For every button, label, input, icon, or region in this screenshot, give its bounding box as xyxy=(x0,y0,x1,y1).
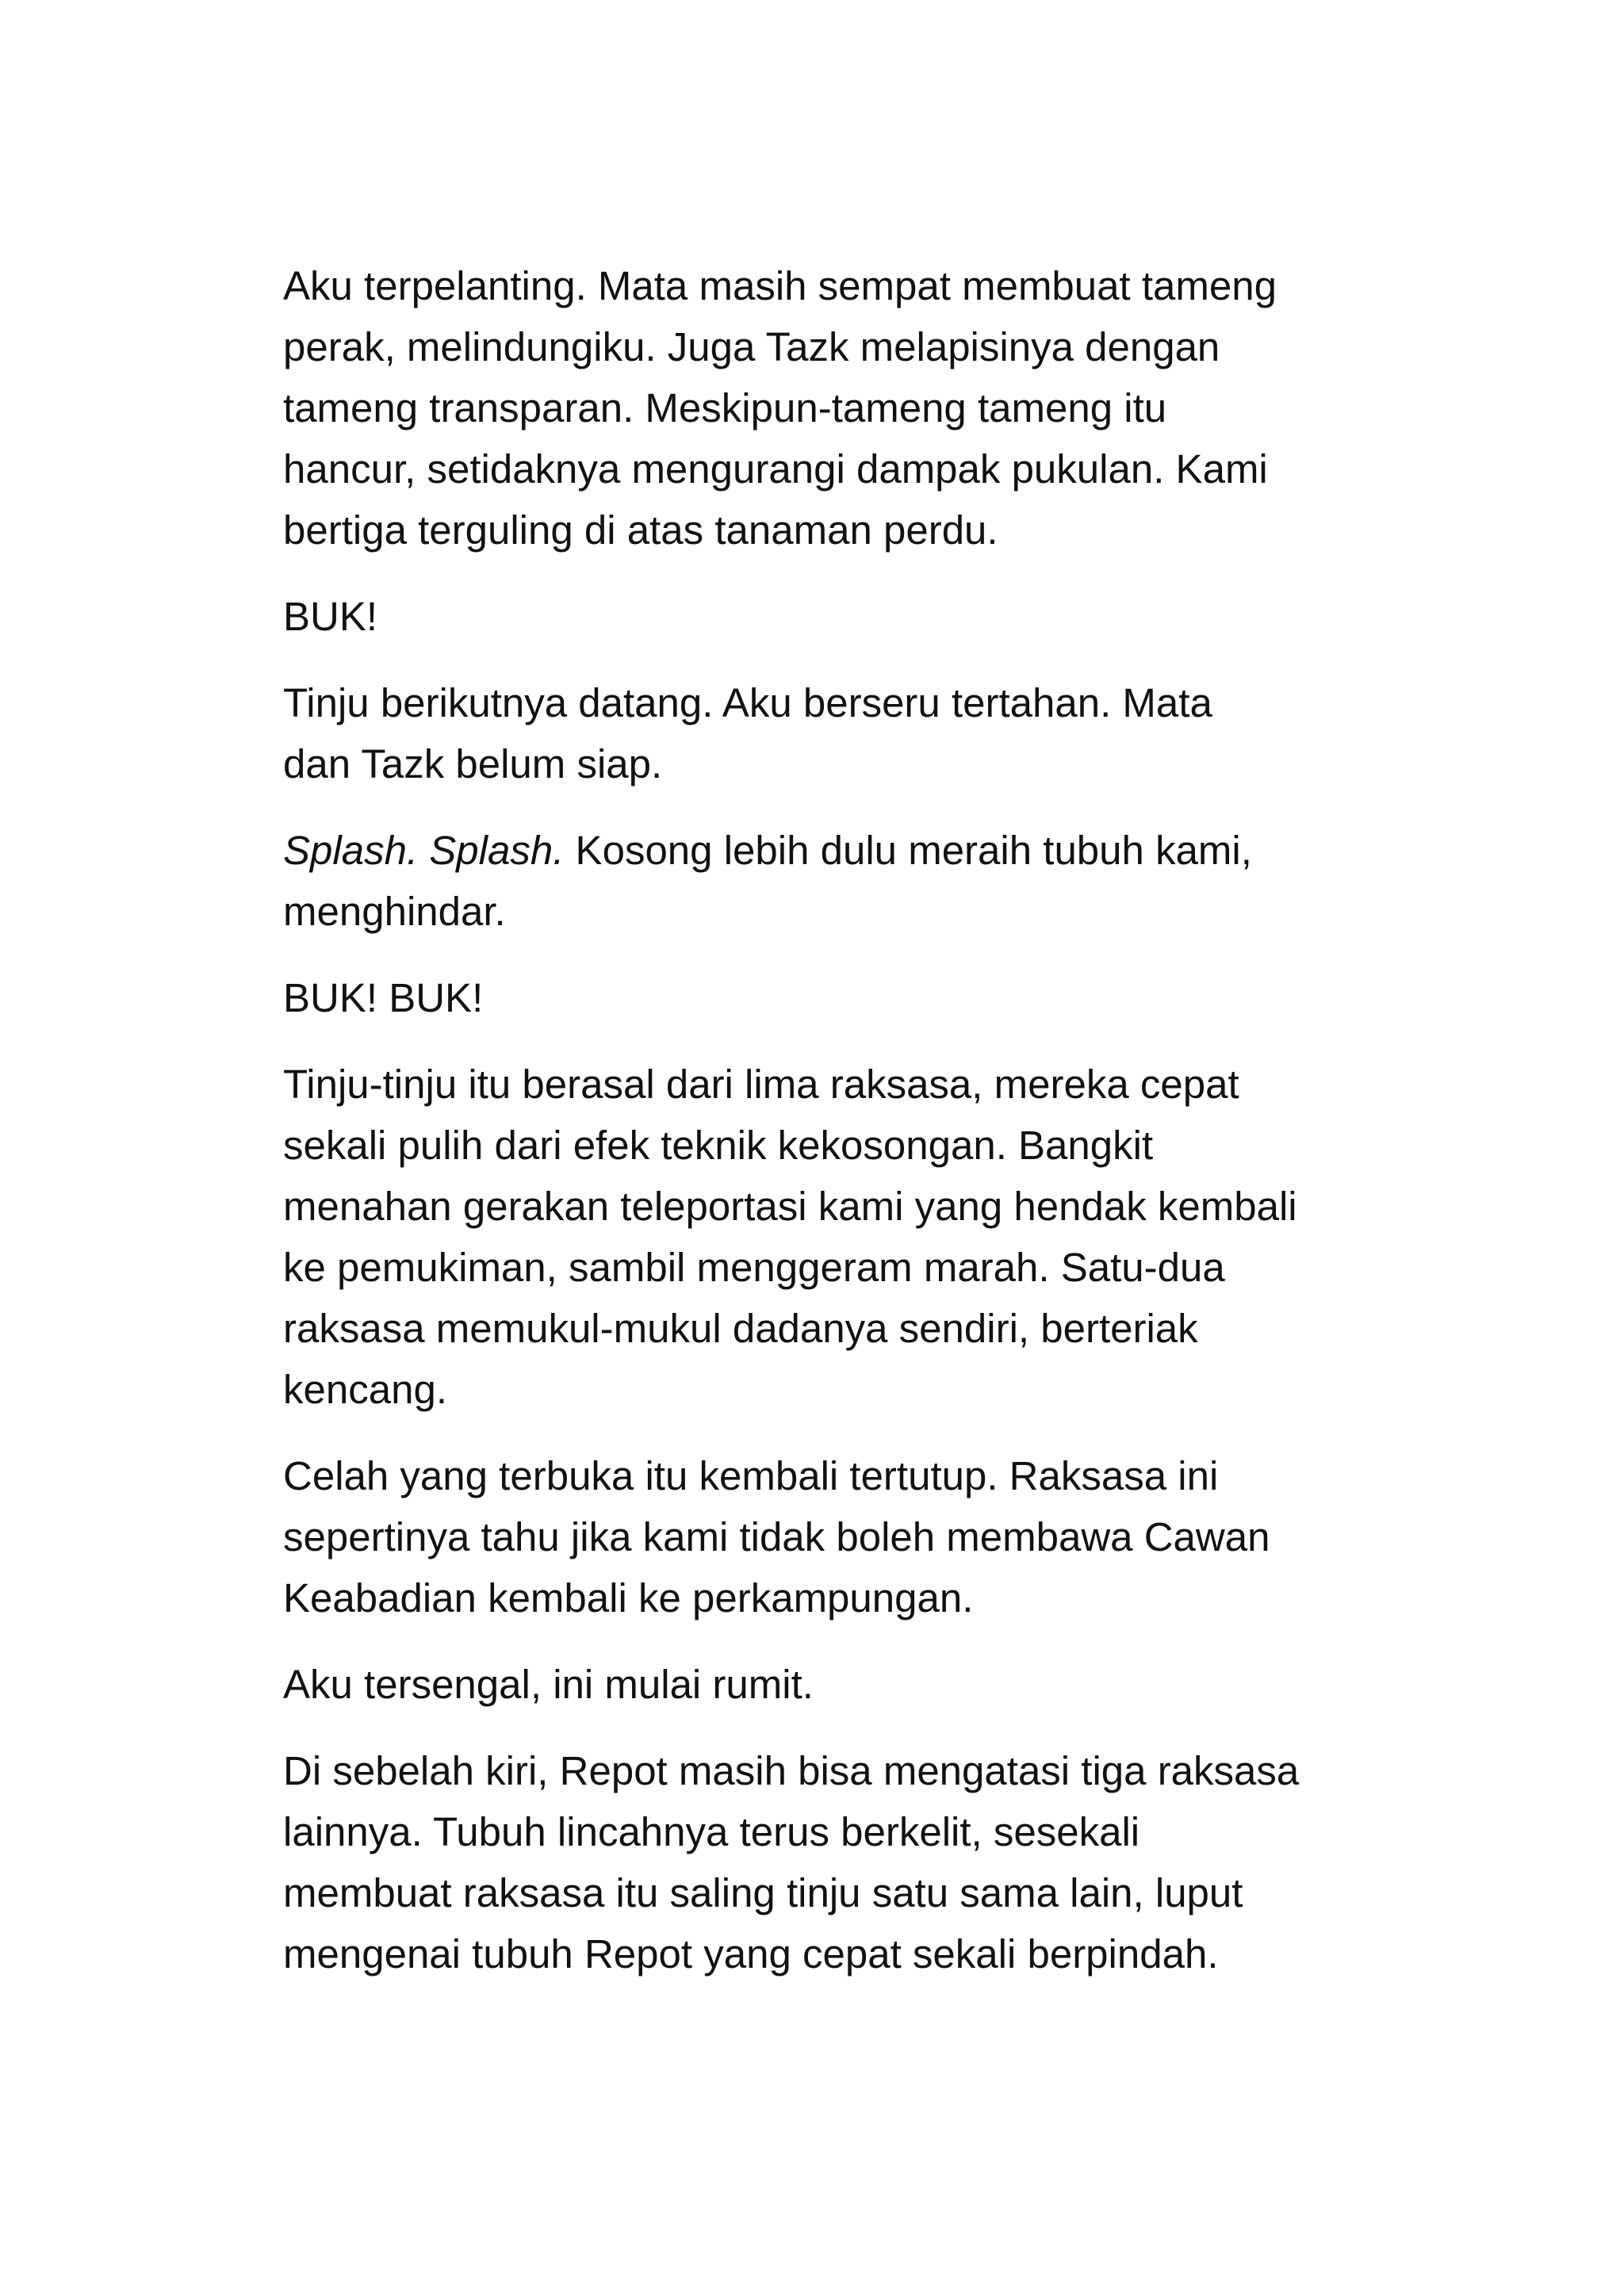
text-line: BUK! BUK! xyxy=(283,975,484,1020)
text-line: BUK! xyxy=(283,594,378,639)
paragraph-8 xyxy=(283,1654,1373,1715)
text-line xyxy=(283,820,1373,881)
text-line: lainnya. Tubuh lincahnya terus berkelit, sesekali xyxy=(283,1809,1140,1854)
paragraph-7 xyxy=(283,1445,1373,1628)
text-line: Tinju berikutnya datang. Aku berseru tertahan. Mata xyxy=(283,680,1212,725)
text-line: Tinju-tinju itu berasal dari lima raksasa, mereka cepat xyxy=(283,1062,1239,1107)
text-line: menahan gerakan teleportasi kami yang hendak kembali xyxy=(283,1184,1297,1229)
text-line: Celah yang terbuka itu kembali tertutup. Raksasa ini xyxy=(283,1453,1219,1498)
text-line: Aku tersengal, ini mulai rumit. xyxy=(283,1662,814,1707)
text-line: hancur, setidaknya mengurangi dampak pukulan. Kami xyxy=(283,446,1268,492)
text-line: tameng transparan. Meskipun-tameng tameng itu xyxy=(283,385,1167,430)
text-line: ke pemukiman, sambil menggeram marah. Satu-dua xyxy=(283,1245,1225,1290)
paragraph-6 xyxy=(283,1054,1373,1420)
text-line: Di sebelah kiri, Repot masih bisa mengatasi tiga raksasa xyxy=(283,1748,1300,1793)
paragraph-9 xyxy=(283,1740,1373,1984)
text-line: mengenai tubuh Repot yang cepat sekali berpindah. xyxy=(283,1931,1219,1976)
paragraph-4 xyxy=(283,820,1373,942)
text-line: raksasa memukul-mukul dadanya sendiri, berteriak xyxy=(283,1306,1198,1351)
paragraph-2 xyxy=(283,586,1373,647)
text-line: menghindar. xyxy=(283,889,506,934)
text-line: bertiga terguling di atas tanaman perdu. xyxy=(283,507,998,553)
text-line: membuat raksasa itu saling tinju satu sama lain, luput xyxy=(283,1870,1243,1915)
paragraph-5 xyxy=(283,967,1373,1028)
text-line: perak, melindungiku. Juga Tazk melapisinya dengan xyxy=(283,324,1220,369)
paragraph-3 xyxy=(283,672,1373,794)
text-line: dan Tazk belum siap. xyxy=(283,741,663,786)
text-fragment: Kosong lebih dulu meraih tubuh kami, xyxy=(564,828,1252,873)
text-line: sepertinya tahu jika kami tidak boleh membawa Cawan xyxy=(283,1514,1270,1559)
text-line: kencang. xyxy=(283,1367,447,1412)
paragraph-1 xyxy=(283,255,1373,561)
text-line: sekali pulih dari efek teknik kekosongan. Bangkit xyxy=(283,1123,1154,1168)
text-line: Aku terpelanting. Mata masih sempat membuat tameng xyxy=(283,263,1277,308)
book-page-text xyxy=(283,255,1373,2010)
italic-sound-effect: Splash. Splash. xyxy=(283,828,565,873)
text-line: Keabadian kembali ke perkampungan. xyxy=(283,1575,974,1621)
